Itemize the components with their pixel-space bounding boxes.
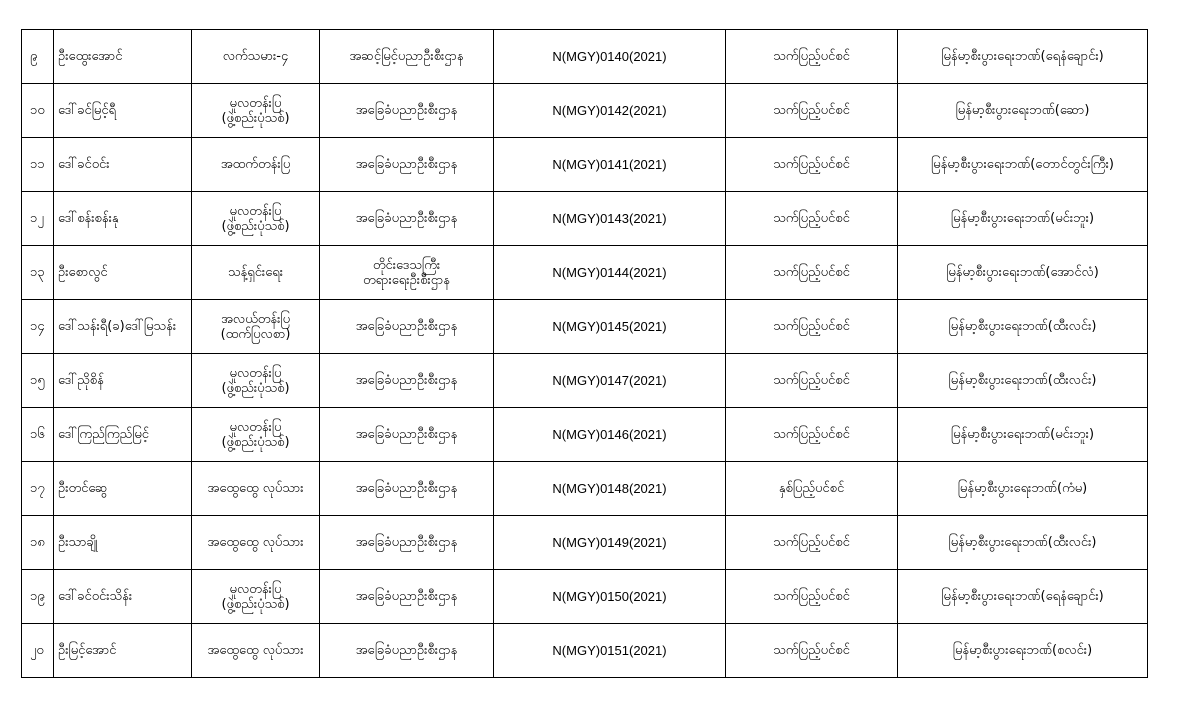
position-line: မူလတန်းပြ: [229, 203, 282, 219]
reference-code-cell: N(MGY)0142(2021): [494, 84, 726, 138]
reference-code-cell: N(MGY)0141(2021): [494, 138, 726, 192]
row-number-cell: ၉: [22, 30, 54, 84]
records-body: [22, 30, 1148, 678]
person-name-cell: ဒေါ်ညိုစိန်: [54, 354, 192, 408]
department-line: တိုင်းဒေသကြီး: [372, 257, 441, 273]
bank-branch-cell: မြန်မာ့စီးပွားရေးဘဏ်(ဆော): [898, 84, 1148, 138]
person-name-cell: ဒေါ်ခင်ဝင်းသိန်း: [54, 570, 192, 624]
position-cell: [192, 192, 320, 246]
reference-code-cell: N(MGY)0150(2021): [494, 570, 726, 624]
position-line: အလယ်တန်းပြ: [220, 311, 291, 327]
department-cell: [320, 624, 494, 678]
table-row: [22, 354, 1148, 408]
person-name-cell: ဒေါ်ခင်မြင့်ရီ: [54, 84, 192, 138]
pension-type-cell: သက်ပြည့်ပင်စင်: [726, 516, 898, 570]
department-line: အခြေခံပညာဦးစီးဌာန: [355, 481, 458, 496]
table-row: [22, 192, 1148, 246]
person-name-cell: ဒေါ်ခင်ဝင်း: [54, 138, 192, 192]
pension-type-cell: သက်ပြည့်ပင်စင်: [726, 246, 898, 300]
department-line: တရားရေးဦးစီးဌာန: [362, 272, 450, 288]
reference-code-cell: N(MGY)0143(2021): [494, 192, 726, 246]
pension-type-cell: သက်ပြည့်ပင်စင်: [726, 30, 898, 84]
bank-branch-cell: မြန်မာ့စီးပွားရေးဘဏ်(ထီးလင်း): [898, 300, 1148, 354]
reference-code-cell: N(MGY)0140(2021): [494, 30, 726, 84]
position-line: (ဖွဲ့စည်းပုံသစ်): [221, 380, 290, 396]
bank-branch-cell: မြန်မာ့စီးပွားရေးဘဏ်(ထီးလင်း): [898, 354, 1148, 408]
table-row: [22, 408, 1148, 462]
row-number-cell: ၁၀: [22, 84, 54, 138]
position-line: သန့်ရှင်းရေး: [227, 265, 284, 280]
row-number-cell: ၁၄: [22, 300, 54, 354]
position-line: (ဖွဲ့စည်းပုံသစ်): [221, 218, 290, 234]
position-line: လက်သမား-၄: [222, 49, 289, 64]
bank-branch-cell: မြန်မာ့စီးပွားရေးဘဏ်(တောင်တွင်းကြီး): [898, 138, 1148, 192]
department-cell: [320, 138, 494, 192]
person-name-cell: ဒေါ်ကြည်ကြည်မြင့်: [54, 408, 192, 462]
row-number-cell: ၁၈: [22, 516, 54, 570]
position-line: (ဖွဲ့စည်းပုံသစ်): [221, 110, 290, 126]
department-cell: [320, 354, 494, 408]
department-line: အခြေခံပညာဦးစီးဌာန: [355, 535, 458, 550]
reference-code-cell: N(MGY)0147(2021): [494, 354, 726, 408]
row-number-cell: ၁၇: [22, 462, 54, 516]
position-line: အထွေထွေ လုပ်သား: [207, 535, 304, 550]
department-line: အခြေခံပညာဦးစီးဌာန: [355, 103, 458, 118]
reference-code-cell: N(MGY)0149(2021): [494, 516, 726, 570]
bank-branch-cell: မြန်မာ့စီးပွားရေးဘဏ်(မင်းဘူး): [898, 408, 1148, 462]
row-number-cell: ၁၃: [22, 246, 54, 300]
table-row: [22, 84, 1148, 138]
position-line: မူလတန်းပြ: [229, 581, 282, 597]
department-line: အခြေခံပညာဦးစီးဌာန: [355, 211, 458, 226]
department-cell: [320, 462, 494, 516]
department-line: အဆင့်မြင့်ပညာဦးစီးဌာန: [349, 49, 464, 64]
person-name-cell: ဦးစောလွင်: [54, 246, 192, 300]
department-cell: [320, 570, 494, 624]
pension-type-cell: သက်ပြည့်ပင်စင်: [726, 84, 898, 138]
bank-branch-cell: မြန်မာ့စီးပွားရေးဘဏ်(ရေနံချောင်း): [898, 30, 1148, 84]
department-cell: [320, 516, 494, 570]
reference-code-cell: N(MGY)0146(2021): [494, 408, 726, 462]
bank-branch-cell: မြန်မာ့စီးပွားရေးဘဏ်(မင်းဘူး): [898, 192, 1148, 246]
position-line: (ဖွဲ့စည်းပုံသစ်): [221, 596, 290, 612]
department-cell: [320, 192, 494, 246]
position-cell: [192, 516, 320, 570]
person-name-cell: ဒေါ်စန်းစန်းနု: [54, 192, 192, 246]
table-row: [22, 246, 1148, 300]
department-cell: [320, 84, 494, 138]
pension-type-cell: သက်ပြည့်ပင်စင်: [726, 408, 898, 462]
position-line: အထွေထွေ လုပ်သား: [207, 643, 304, 658]
position-cell: [192, 138, 320, 192]
position-line: မူလတန်းပြ: [229, 365, 282, 381]
reference-code-cell: N(MGY)0148(2021): [494, 462, 726, 516]
department-line: အခြေခံပညာဦးစီးဌာန: [355, 427, 458, 442]
department-line: အခြေခံပညာဦးစီးဌာန: [355, 157, 458, 172]
pension-type-cell: သက်ပြည့်ပင်စင်: [726, 300, 898, 354]
department-line: အခြေခံပညာဦးစီးဌာန: [355, 373, 458, 388]
position-cell: [192, 354, 320, 408]
table-row: [22, 516, 1148, 570]
person-name-cell: ဦးထွေးအောင်: [54, 30, 192, 84]
position-cell: [192, 570, 320, 624]
position-cell: [192, 408, 320, 462]
row-number-cell: ၁၁: [22, 138, 54, 192]
department-line: အခြေခံပညာဦးစီးဌာန: [355, 643, 458, 658]
table-row: [22, 624, 1148, 678]
row-number-cell: ၁၆: [22, 408, 54, 462]
row-number-cell: ၁၉: [22, 570, 54, 624]
pension-type-cell: သက်ပြည့်ပင်စင်: [726, 624, 898, 678]
bank-branch-cell: မြန်မာ့စီးပွားရေးဘဏ်(ရေနံချောင်း): [898, 570, 1148, 624]
row-number-cell: ၂၀: [22, 624, 54, 678]
table-row: [22, 138, 1148, 192]
position-cell: [192, 300, 320, 354]
position-cell: [192, 84, 320, 138]
table-row: [22, 570, 1148, 624]
position-cell: [192, 462, 320, 516]
pension-type-cell: နှစ်ပြည့်ပင်စင်: [726, 462, 898, 516]
position-cell: [192, 246, 320, 300]
position-cell: [192, 624, 320, 678]
person-name-cell: ဦးမြင့်အောင်: [54, 624, 192, 678]
row-number-cell: ၁၅: [22, 354, 54, 408]
bank-branch-cell: မြန်မာ့စီးပွားရေးဘဏ်(အောင်လံ): [898, 246, 1148, 300]
department-cell: [320, 300, 494, 354]
position-cell: [192, 30, 320, 84]
department-cell: [320, 30, 494, 84]
pension-type-cell: သက်ပြည့်ပင်စင်: [726, 570, 898, 624]
table-row: [22, 300, 1148, 354]
position-line: (ထက်ပြလစာ): [220, 326, 291, 342]
department-cell: [320, 246, 494, 300]
pension-type-cell: သက်ပြည့်ပင်စင်: [726, 192, 898, 246]
table-row: [22, 462, 1148, 516]
department-line: အခြေခံပညာဦးစီးဌာန: [355, 319, 458, 334]
position-line: အထက်တန်းပြ: [220, 157, 291, 172]
reference-code-cell: N(MGY)0144(2021): [494, 246, 726, 300]
pension-type-cell: သက်ပြည့်ပင်စင်: [726, 138, 898, 192]
department-line: အခြေခံပညာဦးစီးဌာန: [355, 589, 458, 604]
position-line: (ဖွဲ့စည်းပုံသစ်): [221, 434, 290, 450]
pension-records-table: [21, 29, 1148, 678]
bank-branch-cell: မြန်မာ့စီးပွားရေးဘဏ်(ကံမ): [898, 462, 1148, 516]
position-line: အထွေထွေ လုပ်သား: [207, 481, 304, 496]
row-number-cell: ၁၂: [22, 192, 54, 246]
person-name-cell: ဦးတင်ဆွေ: [54, 462, 192, 516]
position-line: မူလတန်းပြ: [229, 419, 282, 435]
pension-type-cell: သက်ပြည့်ပင်စင်: [726, 354, 898, 408]
person-name-cell: ဒေါ်သန်းရီ(ခ)ဒေါ်မြသန်း: [54, 300, 192, 354]
table-row: [22, 30, 1148, 84]
reference-code-cell: N(MGY)0151(2021): [494, 624, 726, 678]
reference-code-cell: N(MGY)0145(2021): [494, 300, 726, 354]
bank-branch-cell: မြန်မာ့စီးပွားရေးဘဏ်(ထီးလင်း): [898, 516, 1148, 570]
department-cell: [320, 408, 494, 462]
bank-branch-cell: မြန်မာ့စီးပွားရေးဘဏ်(စလင်း): [898, 624, 1148, 678]
person-name-cell: ဦးသာချို: [54, 516, 192, 570]
position-line: မူလတန်းပြ: [229, 95, 282, 111]
